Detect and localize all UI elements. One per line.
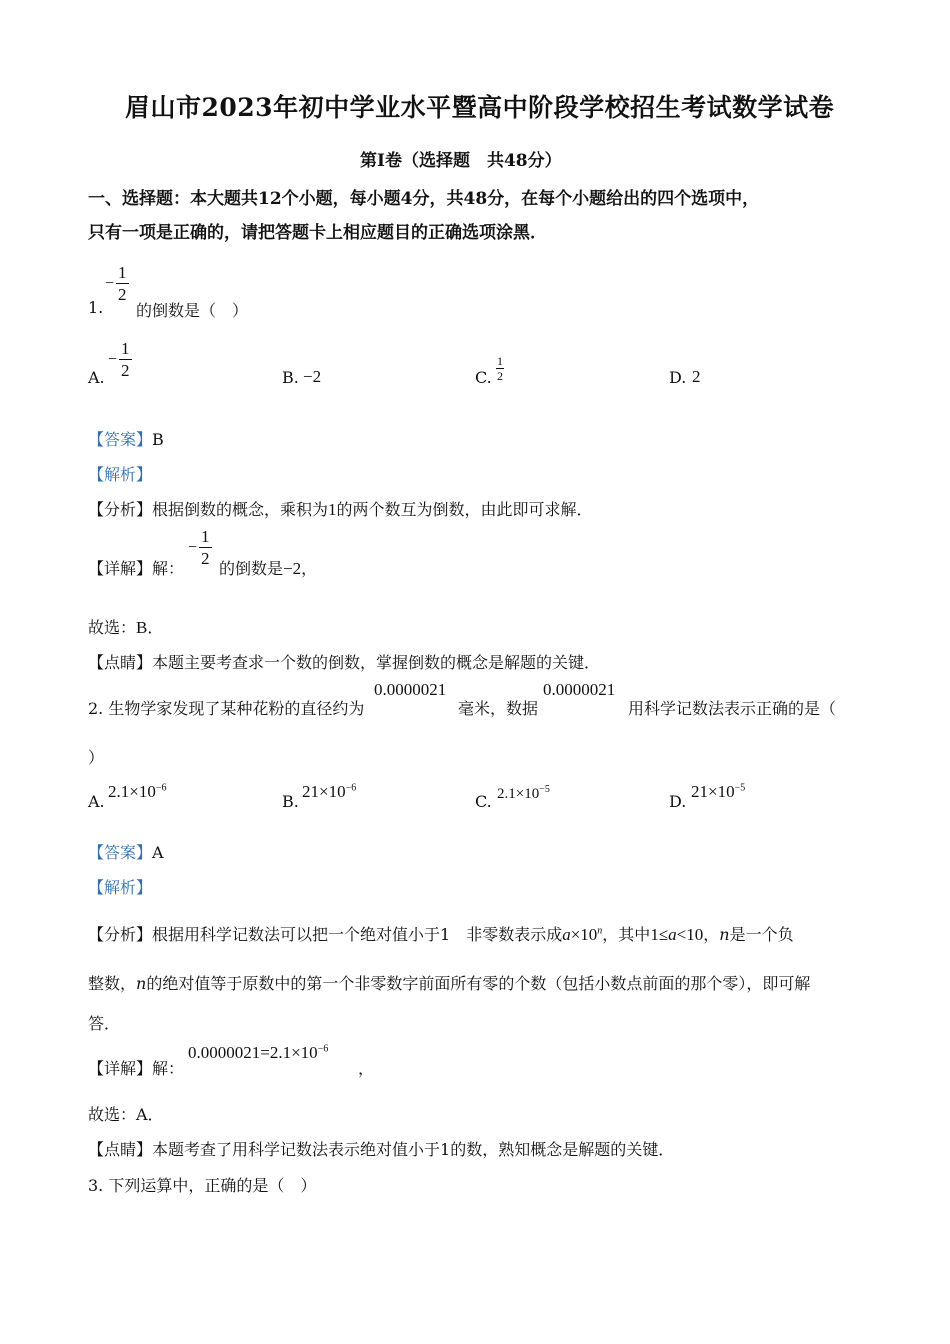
q2-detail-exponent: −6 <box>317 1043 329 1055</box>
q1-answer-tag: 【答案】 <box>88 430 153 449</box>
q1-option-a-label: A. <box>88 368 105 387</box>
q2-stem-b: 毫米，数据 <box>458 699 539 718</box>
q1-comment <box>88 650 600 673</box>
q2-stem-c: 用科学记数法表示正确的是（ <box>628 699 837 718</box>
q1-option-a-sign: − <box>108 350 118 368</box>
q2-option-d-label: D. <box>669 792 687 811</box>
q1-fenxi-tag: 【分析】 <box>88 500 153 519</box>
q2-fenxi-text-b: ，其中 <box>602 925 651 944</box>
q2-option-c-base: 2.1×10 <box>497 786 540 802</box>
q1-detail-sign: − <box>188 538 198 556</box>
q1-detail-tag: 【详解】 <box>88 559 153 578</box>
q2-detail-pre: 解： <box>152 1059 185 1078</box>
section-instructions-line1: 一、选择题：本大题共12个小题，每小题4分，共48分，在每个小题给出的四个选项中， <box>88 189 760 209</box>
q2-answer-line <box>88 840 164 863</box>
q2-fenxi-var-n: n <box>719 925 730 944</box>
q1-option-d-value: 2 <box>692 367 701 386</box>
paper-subtitle: 第I卷（选择题 共48分） <box>360 151 562 171</box>
q2-fenxi-line2-pre: 整数， <box>88 974 137 993</box>
q1-option-d-label: D. <box>669 368 687 387</box>
q2-fenxi-line2-text: 的绝对值等于原数中的第一个非零数字前面所有零的个数（包括小数点前面的那个零），即可解 <box>146 974 811 993</box>
q1-answer-line <box>88 427 164 450</box>
q1-fraction <box>105 264 129 303</box>
q2-option-d-base: 21×10 <box>691 782 735 801</box>
page-title: 眉山市2023年初中学业水平暨高中阶段学校招生考试数学试卷 <box>125 93 835 122</box>
q1-stem: 的倒数是（ ） <box>136 301 249 320</box>
q1-option-c-label: C. <box>475 368 492 387</box>
q1-option-b-value: −2 <box>303 367 322 386</box>
q2-option-c-exponent: −5 <box>539 784 550 795</box>
q2-detail-expression <box>188 1043 328 1063</box>
q1-number: 1. <box>88 298 104 317</box>
q2-option-b-exponent: −6 <box>345 782 357 794</box>
q2-choose: 故选：A． <box>88 1105 164 1124</box>
q2-detail-tag: 【详解】 <box>88 1059 153 1078</box>
q2-fenxi-range-var: a <box>668 925 677 944</box>
q2-option-c-value <box>497 784 550 803</box>
q1-fraction-denominator: 2 <box>118 285 127 304</box>
q1-detail-text <box>219 556 317 579</box>
q1-detail-tag-line <box>88 556 184 579</box>
q1-choose-end: ． <box>147 618 164 637</box>
q2-fenxi-line2 <box>88 971 810 994</box>
q1-choose <box>88 615 163 638</box>
q1-fenxi-text-a: 根据倒数的概念，乘积为 <box>152 500 329 519</box>
q2-answer-tag: 【答案】 <box>88 843 153 862</box>
q2-analysis-tag: 【解析】 <box>88 878 153 897</box>
q1-detail-value: −2 <box>283 559 302 578</box>
q2-option-a-value <box>108 782 166 802</box>
q2-fenxi-var-a: a <box>562 925 571 944</box>
q2-fenxi-line3: 答． <box>88 1014 121 1033</box>
q2-fenxi-tag: 【分析】 <box>88 925 153 944</box>
q2-option-a-base: 2.1×10 <box>108 782 156 801</box>
q2-detail <box>88 1056 184 1079</box>
q2-option-c-label: C. <box>475 792 492 811</box>
q2-answer: A <box>152 843 164 862</box>
q1-option-c-numerator: 1 <box>497 354 503 368</box>
q2-option-b-base: 21×10 <box>302 782 346 801</box>
q3-stem: 3. 下列运算中，正确的是（ ） <box>88 1176 317 1195</box>
q1-fraction-sign: − <box>105 274 115 292</box>
q1-fenxi-one: 1 <box>328 500 337 519</box>
q2-fenxi-line1 <box>88 922 794 945</box>
q2-value-1: 0.0000021 <box>374 680 447 699</box>
q2-option-a-exponent: −6 <box>155 782 167 794</box>
q1-option-a-numerator: 1 <box>121 339 130 358</box>
q2-option-d-value <box>691 782 745 802</box>
q2-option-a-label: A. <box>88 792 105 811</box>
q1-option-c-value <box>496 355 504 382</box>
q1-option-a-value <box>108 340 132 379</box>
q1-analysis-tag: 【解析】 <box>88 465 153 484</box>
q1-choose-pre: 故选： <box>88 618 137 637</box>
q2-stem-a: 2. 生物学家发现了某种花粉的直径约为 <box>88 699 365 718</box>
q1-detail-numerator: 1 <box>201 527 210 546</box>
q1-detail-fraction <box>188 528 212 567</box>
q1-detail-pre: 解： <box>152 559 185 578</box>
q1-detail-end: ， <box>301 559 318 578</box>
q1-fraction-numerator: 1 <box>118 263 127 282</box>
q2-fenxi-comma: ， <box>703 925 720 944</box>
q2-detail-expr: 0.0000021=2.1×10 <box>188 1043 318 1062</box>
q2-detail-end: ， <box>358 1059 375 1078</box>
q1-comment-text: 本题主要考查求一个数的倒数，掌握倒数的概念是解题的关键． <box>152 653 601 672</box>
q2-fenxi-text-a: 根据用科学记数法可以把一个绝对值小于1 非零数表示成 <box>152 925 563 944</box>
q2-option-d-exponent: −5 <box>734 782 746 794</box>
q1-choose-value: B <box>136 618 148 637</box>
q1-detail-denominator: 2 <box>201 549 210 568</box>
q2-comment-tag: 【点睛】 <box>88 1140 153 1159</box>
q1-option-b-label: B. <box>282 368 299 387</box>
q2-fenxi-exponent-n: n <box>597 925 603 937</box>
q1-answer: B <box>152 430 164 449</box>
section-instructions-line2: 只有一项是正确的，请把答题卡上相应题目的正确选项涂黑． <box>88 223 547 243</box>
q2-fenxi-range-end: <10 <box>676 925 704 944</box>
q2-fenxi-line2-var: n <box>136 974 147 993</box>
q1-option-c-denominator: 2 <box>497 369 503 383</box>
q2-stem-close: ） <box>88 748 105 767</box>
q2-fenxi-range-start: 1≤ <box>650 925 669 944</box>
q2-fenxi-times: ×10 <box>570 925 598 944</box>
q1-fenxi-text-b: 的两个数互为倒数，由此即可求解． <box>336 500 593 519</box>
q1-fenxi <box>88 497 593 520</box>
q1-option-a-denominator: 2 <box>121 361 130 380</box>
q2-value-2: 0.0000021 <box>543 680 616 699</box>
q2-comment <box>88 1137 674 1160</box>
q2-comment-text: 本题考查了用科学记数法表示绝对值小于1的数，熟知概念是解题的关键． <box>152 1140 675 1159</box>
q1-comment-tag: 【点睛】 <box>88 653 153 672</box>
q2-option-b-value <box>302 782 356 802</box>
q1-detail-post: 的倒数是 <box>219 559 284 578</box>
q2-fenxi-text-c: 是一个负 <box>729 925 794 944</box>
q2-option-b-label: B. <box>282 792 299 811</box>
